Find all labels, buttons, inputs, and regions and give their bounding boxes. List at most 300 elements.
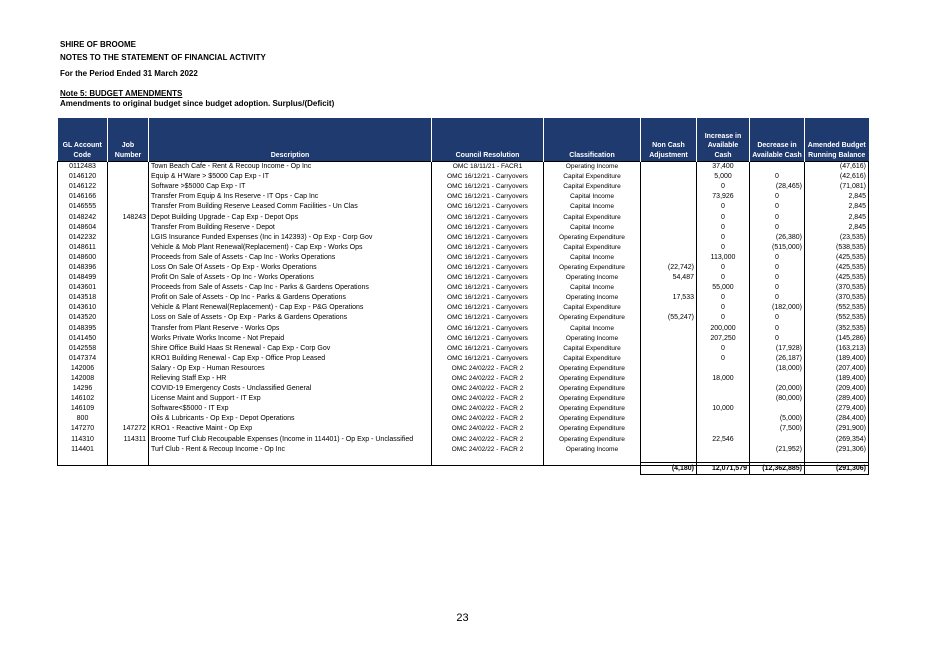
- increase-cell: 18,000: [697, 374, 750, 384]
- gl-cell: 146109: [58, 404, 108, 414]
- balance-cell: (47,616): [805, 162, 869, 173]
- description-cell: Profit On Sale of Assets - Op Inc - Works Operations: [149, 273, 432, 283]
- balance-cell: 2,845: [805, 192, 869, 202]
- table-row: [58, 182, 869, 192]
- resolution-cell: OMC 16/12/21 - Carryovers: [432, 212, 544, 222]
- balance-cell: 2,845: [805, 223, 869, 233]
- resolution-cell: OMC 24/02/22 - FACR 2: [432, 435, 544, 445]
- table-row: [58, 324, 869, 334]
- increase-cell: 0: [697, 233, 750, 243]
- gl-cell: 0146166: [58, 192, 108, 202]
- noncash-cell: [641, 233, 697, 243]
- gl-cell: 0147374: [58, 354, 108, 364]
- table-row: [58, 404, 869, 414]
- resolution-cell: OMC 24/02/22 - FACR 2: [432, 394, 544, 404]
- table-row: [58, 445, 869, 455]
- decrease-cell: (7,500): [750, 424, 805, 434]
- classification-cell: Operating Income: [544, 273, 641, 283]
- classification-cell: Operating Expenditure: [544, 313, 641, 323]
- description-cell: Broome Turf Club Recoupable Expenses (Income in 114401) - Op Exp - Unclassified: [149, 435, 432, 445]
- description-cell: Profit on Sale of Assets - Op Inc - Parks & Gardens Operations: [149, 293, 432, 303]
- increase-cell: [697, 394, 750, 404]
- decrease-cell: (17,928): [750, 344, 805, 354]
- decrease-cell: (28,465): [750, 182, 805, 192]
- balance-cell: (207,400): [805, 364, 869, 374]
- job-cell: [108, 273, 149, 283]
- balance-cell: (163,213): [805, 344, 869, 354]
- description-cell: COVID-19 Emergency Costs - Unclassified General: [149, 384, 432, 394]
- balance-cell: (42,616): [805, 172, 869, 182]
- classification-cell: Operating Income: [544, 293, 641, 303]
- decrease-cell: (26,187): [750, 354, 805, 364]
- decrease-cell: 0: [750, 212, 805, 222]
- gl-cell: [58, 455, 108, 466]
- description-cell: Depot Building Upgrade - Cap Exp - Depot Ops: [149, 212, 432, 222]
- increase-cell: 0: [697, 354, 750, 364]
- table-row: [58, 394, 869, 404]
- job-cell: [108, 223, 149, 233]
- job-cell: 148243: [108, 212, 149, 222]
- increase-cell: 37,400: [697, 162, 750, 173]
- job-cell: 147272: [108, 424, 149, 434]
- description-cell: Salary - Op Exp - Human Resources: [149, 364, 432, 374]
- table-row: [58, 273, 869, 283]
- job-cell: [108, 344, 149, 354]
- description-cell: Shire Office Build Haas St Renewal - Cap Exp - Corp Gov: [149, 344, 432, 354]
- noncash-cell: [641, 414, 697, 424]
- job-cell: [108, 384, 149, 394]
- description-cell: Transfer From Building Reserve Leased Comm Facilities - Un Clas: [149, 202, 432, 212]
- balance-cell: (189,400): [805, 374, 869, 384]
- resolution-cell: OMC 24/02/22 - FACR 2: [432, 404, 544, 414]
- noncash-cell: 54,487: [641, 273, 697, 283]
- gl-cell: 0142558: [58, 344, 108, 354]
- balance-cell: (370,535): [805, 293, 869, 303]
- description-cell: Vehicle & Plant Renewal(Replacement) - Cap Exp - P&G Operations: [149, 303, 432, 313]
- job-cell: [108, 334, 149, 344]
- job-cell: [108, 263, 149, 273]
- balance-cell: (145,286): [805, 334, 869, 344]
- increase-cell: 200,000: [697, 324, 750, 334]
- resolution-cell: OMC 24/02/22 - FACR 2: [432, 424, 544, 434]
- col-header-resolution: Council Resolution: [432, 118, 544, 162]
- gl-cell: 0146122: [58, 182, 108, 192]
- increase-cell: 207,250: [697, 334, 750, 344]
- increase-cell: 0: [697, 344, 750, 354]
- resolution-cell: OMC 16/12/21 - Carryovers: [432, 344, 544, 354]
- resolution-cell: OMC 16/12/21 - Carryovers: [432, 172, 544, 182]
- balance-cell: (370,535): [805, 283, 869, 293]
- description-cell: Loss on Sale of Assets - Op Exp - Parks & Gardens Operations: [149, 313, 432, 323]
- job-cell: [108, 324, 149, 334]
- job-cell: [108, 172, 149, 182]
- resolution-cell: OMC 16/12/21 - Carryovers: [432, 223, 544, 233]
- description-cell: Transfer from Plant Reserve - Works Ops: [149, 324, 432, 334]
- note-subtitle: Amendments to original budget since budget adoption. Surplus/(Deficit): [60, 99, 335, 108]
- decrease-cell: 0: [750, 313, 805, 323]
- increase-cell: 0: [697, 293, 750, 303]
- noncash-cell: [641, 303, 697, 313]
- noncash-cell: [641, 354, 697, 364]
- job-cell: [108, 445, 149, 455]
- gl-cell: 114401: [58, 445, 108, 455]
- classification-cell: Capital Income: [544, 223, 641, 233]
- balance-cell: (269,354): [805, 435, 869, 445]
- increase-cell: [697, 384, 750, 394]
- increase-cell: 113,000: [697, 253, 750, 263]
- gl-cell: 0143610: [58, 303, 108, 313]
- col-header-increase: Increase in Available Cash: [697, 118, 750, 162]
- table-header-row: [58, 118, 869, 162]
- description-cell: Loss On Sale Of Assets - Op Exp - Works Operations: [149, 263, 432, 273]
- job-cell: [108, 253, 149, 263]
- job-cell: [108, 182, 149, 192]
- resolution-cell: OMC 16/12/21 - Carryovers: [432, 192, 544, 202]
- table-row: [58, 243, 869, 253]
- resolution-cell: OMC 16/12/21 - Carryovers: [432, 273, 544, 283]
- decrease-cell: (20,000): [750, 384, 805, 394]
- classification-cell: Operating Income: [544, 334, 641, 344]
- total-increase: 12,071,579: [697, 463, 750, 475]
- gl-cell: 14296: [58, 384, 108, 394]
- increase-cell: [697, 414, 750, 424]
- description-cell: LGIS Insurance Funded Expenses (Inc in 142393) - Op Exp - Corp Gov: [149, 233, 432, 243]
- resolution-cell: OMC 16/12/21 - Carryovers: [432, 182, 544, 192]
- table-row: [58, 253, 869, 263]
- increase-cell: 0: [697, 273, 750, 283]
- noncash-cell: [641, 223, 697, 233]
- noncash-cell: [641, 172, 697, 182]
- decrease-cell: 0: [750, 283, 805, 293]
- description-cell: Software >$5000 Cap Exp - IT: [149, 182, 432, 192]
- col-header-classification: Classification: [544, 118, 641, 162]
- note-title: Note 5: BUDGET AMENDMENTS: [60, 89, 183, 98]
- gl-cell: 0143601: [58, 283, 108, 293]
- classification-cell: [544, 455, 641, 466]
- gl-cell: 0148396: [58, 263, 108, 273]
- noncash-cell: [641, 283, 697, 293]
- increase-cell: 73,926: [697, 192, 750, 202]
- classification-cell: Operating Expenditure: [544, 364, 641, 374]
- table-row: [58, 283, 869, 293]
- resolution-cell: OMC 16/12/21 - Carryovers: [432, 253, 544, 263]
- gl-cell: 0148611: [58, 243, 108, 253]
- noncash-cell: [641, 374, 697, 384]
- table-row: [58, 384, 869, 394]
- resolution-cell: OMC 16/12/21 - Carryovers: [432, 334, 544, 344]
- noncash-cell: [641, 344, 697, 354]
- description-cell: License Maint and Support - IT Exp: [149, 394, 432, 404]
- table-row: [58, 313, 869, 323]
- decrease-cell: 0: [750, 253, 805, 263]
- gl-cell: 0142232: [58, 233, 108, 243]
- balance-cell: (189,400): [805, 354, 869, 364]
- total-decrease: (12,362,885): [750, 463, 805, 475]
- classification-cell: Capital Income: [544, 192, 641, 202]
- balance-cell: (71,081): [805, 182, 869, 192]
- increase-cell: [697, 424, 750, 434]
- increase-cell: 0: [697, 202, 750, 212]
- classification-cell: Capital Expenditure: [544, 243, 641, 253]
- balance-cell: (284,400): [805, 414, 869, 424]
- balance-cell: (552,535): [805, 313, 869, 323]
- table-row: [58, 293, 869, 303]
- decrease-cell: [750, 162, 805, 173]
- table-row: [58, 202, 869, 212]
- resolution-cell: OMC 16/12/21 - Carryovers: [432, 324, 544, 334]
- table-row: [58, 303, 869, 313]
- noncash-cell: [641, 424, 697, 434]
- decrease-cell: (515,000): [750, 243, 805, 253]
- gl-cell: 142008: [58, 374, 108, 384]
- resolution-cell: OMC 16/12/21 - Carryovers: [432, 263, 544, 273]
- table-row: [58, 172, 869, 182]
- resolution-cell: OMC 24/02/22 - FACR 2: [432, 384, 544, 394]
- table-body: [58, 162, 869, 466]
- page-number: 23: [456, 612, 469, 624]
- gl-cell: 147270: [58, 424, 108, 434]
- classification-cell: Capital Expenditure: [544, 182, 641, 192]
- description-cell: Turf Club - Rent & Recoup Income - Op Inc: [149, 445, 432, 455]
- decrease-cell: [750, 374, 805, 384]
- description-cell: Proceeds from Sale of Assets - Cap Inc - Works Operations: [149, 253, 432, 263]
- gl-cell: 0148499: [58, 273, 108, 283]
- gl-cell: 0148242: [58, 212, 108, 222]
- balance-cell: (352,535): [805, 324, 869, 334]
- classification-cell: Operating Expenditure: [544, 414, 641, 424]
- table-row: [58, 424, 869, 434]
- noncash-cell: (22,742): [641, 263, 697, 273]
- classification-cell: Capital Expenditure: [544, 172, 641, 182]
- resolution-cell: OMC 18/11/21 - FACR1: [432, 162, 544, 173]
- resolution-cell: OMC 24/02/22 - FACR 2: [432, 374, 544, 384]
- resolution-cell: OMC 16/12/21 - Carryovers: [432, 303, 544, 313]
- resolution-cell: [432, 455, 544, 466]
- noncash-cell: [641, 253, 697, 263]
- decrease-cell: 0: [750, 324, 805, 334]
- gl-cell: 0148600: [58, 253, 108, 263]
- job-cell: [108, 313, 149, 323]
- decrease-cell: 0: [750, 273, 805, 283]
- description-cell: Works Private Works Income - Not Prepaid: [149, 334, 432, 344]
- balance-cell: (425,535): [805, 253, 869, 263]
- description-cell: Vehicle & Mob Plant Renewal(Replacement) - Cap Exp - Works Ops: [149, 243, 432, 253]
- classification-cell: Capital Income: [544, 253, 641, 263]
- classification-cell: Operating Expenditure: [544, 424, 641, 434]
- noncash-cell: [641, 202, 697, 212]
- noncash-cell: [641, 364, 697, 374]
- totals-row: [640, 462, 869, 475]
- decrease-cell: (21,952): [750, 445, 805, 455]
- job-cell: [108, 293, 149, 303]
- decrease-cell: 0: [750, 202, 805, 212]
- description-cell: Transfer From Building Reserve - Depot: [149, 223, 432, 233]
- increase-cell: [697, 364, 750, 374]
- balance-cell: (279,400): [805, 404, 869, 414]
- table-row: [58, 344, 869, 354]
- classification-cell: Capital Income: [544, 202, 641, 212]
- resolution-cell: OMC 16/12/21 - Carryovers: [432, 243, 544, 253]
- noncash-cell: [641, 243, 697, 253]
- decrease-cell: (80,000): [750, 394, 805, 404]
- decrease-cell: 0: [750, 192, 805, 202]
- gl-cell: 0146120: [58, 172, 108, 182]
- job-cell: [108, 414, 149, 424]
- noncash-cell: (55,247): [641, 313, 697, 323]
- increase-cell: 0: [697, 223, 750, 233]
- classification-cell: Capital Expenditure: [544, 344, 641, 354]
- classification-cell: Operating Expenditure: [544, 233, 641, 243]
- balance-cell: (538,535): [805, 243, 869, 253]
- description-cell: Oils & Lubricants - Op Exp - Depot Operations: [149, 414, 432, 424]
- table-row: [58, 212, 869, 222]
- gl-cell: 142006: [58, 364, 108, 374]
- total-noncash: (4,180): [641, 463, 697, 475]
- resolution-cell: OMC 24/02/22 - FACR 2: [432, 364, 544, 374]
- decrease-cell: 0: [750, 293, 805, 303]
- resolution-cell: OMC 24/02/22 - FACR 2: [432, 445, 544, 455]
- gl-cell: 146102: [58, 394, 108, 404]
- description-cell: KRO1 Building Renewal - Cap Exp - Office Prop Leased: [149, 354, 432, 364]
- increase-cell: 55,000: [697, 283, 750, 293]
- job-cell: 114311: [108, 435, 149, 445]
- table-row: [58, 414, 869, 424]
- noncash-cell: [641, 334, 697, 344]
- noncash-cell: [641, 182, 697, 192]
- decrease-cell: [750, 404, 805, 414]
- col-header-gl: GL Account Code: [58, 118, 108, 162]
- description-cell: Proceeds from Sale of Assets - Cap Inc - Parks & Gardens Operations: [149, 283, 432, 293]
- table-row: [58, 435, 869, 445]
- resolution-cell: OMC 16/12/21 - Carryovers: [432, 354, 544, 364]
- gl-cell: 0143520: [58, 313, 108, 323]
- classification-cell: Operating Expenditure: [544, 394, 641, 404]
- classification-cell: Capital Expenditure: [544, 212, 641, 222]
- gl-cell: 0146555: [58, 202, 108, 212]
- balance-cell: (425,535): [805, 263, 869, 273]
- classification-cell: Capital Income: [544, 283, 641, 293]
- increase-cell: [697, 445, 750, 455]
- gl-cell: 0141450: [58, 334, 108, 344]
- balance-cell: (291,306): [805, 445, 869, 455]
- gl-cell: 0148395: [58, 324, 108, 334]
- classification-cell: Operating Expenditure: [544, 263, 641, 273]
- classification-cell: Operating Income: [544, 445, 641, 455]
- job-cell: [108, 233, 149, 243]
- classification-cell: Operating Income: [544, 162, 641, 173]
- balance-cell: 2,845: [805, 212, 869, 222]
- increase-cell: 0: [697, 182, 750, 192]
- increase-cell: 5,000: [697, 172, 750, 182]
- description-cell: Software<$5000 - IT Exp: [149, 404, 432, 414]
- balance-cell: (552,535): [805, 303, 869, 313]
- job-cell: [108, 202, 149, 212]
- resolution-cell: OMC 16/12/21 - Carryovers: [432, 233, 544, 243]
- noncash-cell: [641, 445, 697, 455]
- balance-cell: (23,535): [805, 233, 869, 243]
- col-header-description: Description: [149, 118, 432, 162]
- job-cell: [108, 404, 149, 414]
- decrease-cell: (182,000): [750, 303, 805, 313]
- noncash-cell: [641, 212, 697, 222]
- noncash-cell: [641, 162, 697, 173]
- classification-cell: Operating Expenditure: [544, 374, 641, 384]
- description-cell: Relieving Staff Exp - HR: [149, 374, 432, 384]
- decrease-cell: (5,000): [750, 414, 805, 424]
- table-row: [58, 364, 869, 374]
- job-cell: [108, 364, 149, 374]
- resolution-cell: OMC 16/12/21 - Carryovers: [432, 202, 544, 212]
- decrease-cell: 0: [750, 334, 805, 344]
- increase-cell: 0: [697, 303, 750, 313]
- total-balance: (291,306): [805, 463, 869, 475]
- table-row: [58, 334, 869, 344]
- classification-cell: Operating Expenditure: [544, 404, 641, 414]
- col-header-balance: Amended Budget Running Balance: [805, 118, 869, 162]
- col-header-noncash: Non Cash Adjustment: [641, 118, 697, 162]
- noncash-cell: 17,533: [641, 293, 697, 303]
- noncash-cell: [641, 435, 697, 445]
- classification-cell: Operating Expenditure: [544, 384, 641, 394]
- gl-cell: 800: [58, 414, 108, 424]
- table-row: [58, 223, 869, 233]
- balance-cell: (209,400): [805, 384, 869, 394]
- noncash-cell: [641, 384, 697, 394]
- job-cell: [108, 243, 149, 253]
- description-cell: Town Beach Cafe - Rent & Recoup Income - Op Inc: [149, 162, 432, 173]
- gl-cell: 0112483: [58, 162, 108, 173]
- job-cell: [108, 354, 149, 364]
- decrease-cell: (26,380): [750, 233, 805, 243]
- job-cell: [108, 394, 149, 404]
- job-cell: [108, 192, 149, 202]
- description-cell: Transfer From Equip & Ins Reserve - IT Ops - Cap Inc: [149, 192, 432, 202]
- decrease-cell: [750, 435, 805, 445]
- classification-cell: Capital Expenditure: [544, 303, 641, 313]
- description-cell: KRO1 - Reactive Maint - Op Exp: [149, 424, 432, 434]
- gl-cell: 114310: [58, 435, 108, 445]
- table-row: [58, 162, 869, 173]
- decrease-cell: 0: [750, 223, 805, 233]
- resolution-cell: OMC 16/12/21 - Carryovers: [432, 283, 544, 293]
- resolution-cell: OMC 16/12/21 - Carryovers: [432, 313, 544, 323]
- increase-cell: 0: [697, 212, 750, 222]
- resolution-cell: OMC 24/02/22 - FACR 2: [432, 414, 544, 424]
- table-row: [58, 354, 869, 364]
- budget-amendments-table: [57, 118, 869, 466]
- notes-title: NOTES TO THE STATEMENT OF FINANCIAL ACTIVITY: [60, 53, 266, 62]
- classification-cell: Capital Expenditure: [544, 354, 641, 364]
- resolution-cell: OMC 16/12/21 - Carryovers: [432, 293, 544, 303]
- org-name: SHIRE OF BROOME: [60, 40, 137, 49]
- table-row: [58, 374, 869, 384]
- increase-cell: 10,000: [697, 404, 750, 414]
- table-row: [58, 233, 869, 243]
- noncash-cell: [641, 192, 697, 202]
- job-cell: [108, 283, 149, 293]
- col-header-decrease: Decrease in Available Cash: [750, 118, 805, 162]
- gl-cell: 0143518: [58, 293, 108, 303]
- balance-cell: (291,900): [805, 424, 869, 434]
- increase-cell: 0: [697, 243, 750, 253]
- balance-cell: (289,400): [805, 394, 869, 404]
- balance-cell: 2,845: [805, 202, 869, 212]
- job-cell: [108, 455, 149, 466]
- decrease-cell: 0: [750, 172, 805, 182]
- noncash-cell: [641, 394, 697, 404]
- period-text: For the Period Ended 31 March 2022: [60, 69, 198, 78]
- balance-cell: (425,535): [805, 273, 869, 283]
